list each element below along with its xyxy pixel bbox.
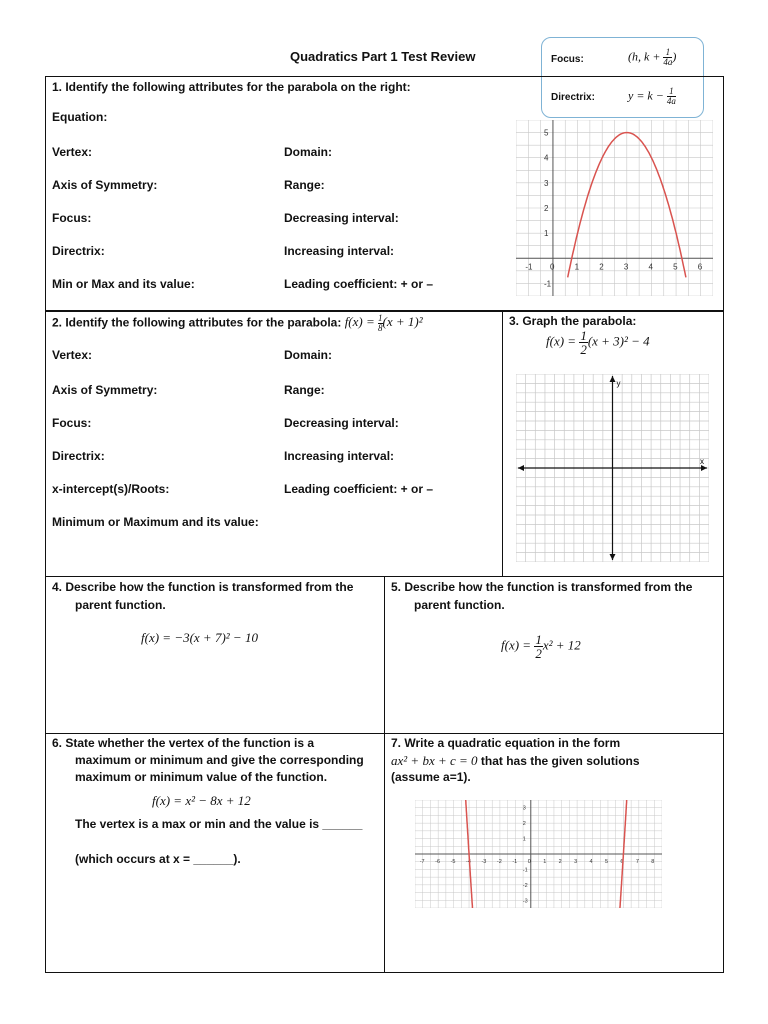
q1-range-label: Range: bbox=[284, 178, 325, 192]
page-title: Quadratics Part 1 Test Review bbox=[290, 49, 476, 64]
callout-directrix-label: Directrix: bbox=[551, 92, 595, 103]
q7-x-tick-label: 8 bbox=[651, 859, 655, 865]
q7-x-tick-label: -5 bbox=[450, 859, 456, 865]
q7-tick-labels bbox=[420, 806, 655, 905]
question-2-box bbox=[45, 311, 503, 577]
q5-prompt-line2: parent function. bbox=[414, 598, 505, 612]
q1-increasing-label: Increasing interval: bbox=[284, 244, 395, 258]
q6-line1: 6. State whether the vertex of the function is a bbox=[52, 736, 315, 750]
q7-y-tick-label: 1 bbox=[522, 836, 526, 843]
q1-x-tick-label: 6 bbox=[697, 262, 703, 272]
q7-line2: ax² + bx + c = 0 that has the given solutions bbox=[391, 753, 640, 768]
q1-x-tick-label: 5 bbox=[673, 262, 678, 272]
q1-leading-label: Leading coefficient: + or – bbox=[284, 277, 434, 291]
q3-y-axis-label: y bbox=[616, 379, 621, 388]
q7-x-tick-label: 5 bbox=[604, 859, 609, 865]
q1-x-tick-label: 1 bbox=[574, 262, 580, 272]
q7-x-tick-label: -6 bbox=[435, 859, 441, 865]
q1-directrix-label: Directrix: bbox=[52, 244, 105, 258]
q1-x-tick-label: -1 bbox=[525, 262, 533, 272]
q6-blank1: The vertex is a max or min and the value is ______ bbox=[75, 817, 363, 831]
q7-x-tick-label: 6 bbox=[620, 859, 624, 865]
q7-x-tick-label: 4 bbox=[589, 859, 593, 865]
q3-function: f(x) = $\frac{1}{2}$ (x + 3)² − 4 bbox=[546, 328, 650, 357]
q7-x-tick-label: -1 bbox=[512, 859, 518, 865]
callout-directrix-formula: y = k − $\frac{1}{4a}$ bbox=[628, 86, 676, 106]
q7-x-tick-label: -7 bbox=[419, 859, 425, 865]
q1-x-tick-label: 4 bbox=[648, 262, 653, 272]
q7-x-tick-label: -4 bbox=[466, 859, 471, 865]
q7-x-tick-label: -2 bbox=[496, 859, 502, 865]
q2-minmax-label: Minimum or Maximum and its value: bbox=[52, 515, 259, 529]
q3-y-arrow-up bbox=[610, 376, 616, 382]
q5-function: f(x) = $\frac{1}{2}$ x² + 12 bbox=[501, 632, 581, 661]
q1-x-tick-label: 3 bbox=[623, 262, 629, 272]
q1-y-tick-label: -1 bbox=[543, 279, 552, 289]
q7-x-tick-label: 2 bbox=[558, 859, 562, 865]
q2-leading-label: Leading coefficient: + or – bbox=[284, 482, 434, 496]
q3-y-arrow-down bbox=[610, 554, 616, 560]
q3-axes bbox=[518, 376, 707, 560]
q6-blank2: (which occurs at x = ______). bbox=[75, 852, 241, 866]
q7-x-tick-label: 7 bbox=[635, 859, 639, 865]
q2-domain-label: Domain: bbox=[284, 348, 332, 362]
q7-roots-graph bbox=[415, 800, 662, 908]
q2-focus-label: Focus: bbox=[52, 416, 92, 430]
q4-function: f(x) = −3(x + 7)² − 10 bbox=[141, 630, 258, 645]
q1-x-tick-label: 2 bbox=[599, 262, 604, 272]
q1-parabola-graph bbox=[516, 120, 713, 296]
q1-y-tick-label: 3 bbox=[543, 178, 549, 188]
q2-roots-label: x-intercept(s)/Roots: bbox=[52, 482, 170, 496]
q1-y-tick-label: 1 bbox=[543, 229, 549, 239]
q1-y-tick-label: 4 bbox=[543, 153, 549, 163]
q1-equation-label: Equation: bbox=[52, 110, 108, 124]
q2-vertex-label: Vertex: bbox=[52, 348, 93, 362]
q7-y-tick-label: -1 bbox=[522, 867, 528, 874]
q7-x-tick-label: 1 bbox=[543, 859, 547, 865]
q7-y-tick-label: 2 bbox=[522, 821, 526, 828]
q1-axis-label: Axis of Symmetry: bbox=[52, 178, 158, 192]
q7-y-tick-label: -3 bbox=[522, 898, 528, 905]
q7-x-tick-label: 3 bbox=[574, 859, 578, 865]
q3-x-axis-label: x bbox=[700, 457, 704, 466]
q7-x-tick-label: 0 bbox=[527, 859, 531, 865]
q1-y-tick-label: 2 bbox=[543, 204, 549, 213]
q6-line3: maximum or minimum value of the function. bbox=[75, 770, 328, 784]
q1-domain-label: Domain: bbox=[284, 145, 332, 159]
q7-y-tick-label: 3 bbox=[522, 805, 526, 812]
q1-decreasing-label: Decreasing interval: bbox=[284, 211, 399, 225]
q2-directrix-label: Directrix: bbox=[52, 449, 105, 463]
q2-decreasing-label: Decreasing interval: bbox=[284, 416, 399, 430]
callout-focus-formula: (h, k + $\frac{1}{4a}$ ) bbox=[628, 47, 677, 67]
q5-prompt-line1: 5. Describe how the function is transformed from the bbox=[391, 580, 693, 594]
q7-line1: 7. Write a quadratic equation in the form bbox=[391, 736, 621, 750]
q1-focus-label: Focus: bbox=[52, 211, 92, 225]
q1-x-tick-label: 0 bbox=[549, 262, 555, 272]
q3-x-arrow-left bbox=[518, 465, 524, 471]
q1-y-tick-label: 5 bbox=[543, 128, 549, 138]
q2-axis-label: Axis of Symmetry: bbox=[52, 383, 158, 397]
q6-function: f(x) = x² − 8x + 12 bbox=[152, 793, 251, 808]
q1-minmax-label: Min or Max and its value: bbox=[52, 277, 195, 291]
q4-prompt-line1: 4. Describe how the function is transformed from the bbox=[52, 580, 354, 594]
q7-line3: (assume a=1). bbox=[391, 770, 471, 784]
q3-prompt: 3. Graph the parabola: bbox=[509, 314, 637, 328]
q7-x-tick-label: -3 bbox=[481, 859, 487, 865]
q1-prompt: 1. Identify the following attributes for the parabola on the right: bbox=[52, 80, 411, 94]
q2-prompt: 2. Identify the following attributes for the parabola: f(x) = $\frac{1}{8}$ (x + 1)² bbox=[52, 313, 423, 333]
q3-blank-graph[interactable] bbox=[516, 374, 709, 562]
q2-range-label: Range: bbox=[284, 383, 325, 397]
q2-increasing-label: Increasing interval: bbox=[284, 449, 395, 463]
q4-prompt-line2: parent function. bbox=[75, 598, 166, 612]
q7-y-tick-label: -2 bbox=[522, 882, 528, 889]
q6-line2: maximum or minimum and give the corresponding bbox=[75, 753, 364, 767]
q1-vertex-label: Vertex: bbox=[52, 145, 93, 159]
callout-focus-label: Focus: bbox=[551, 54, 584, 65]
